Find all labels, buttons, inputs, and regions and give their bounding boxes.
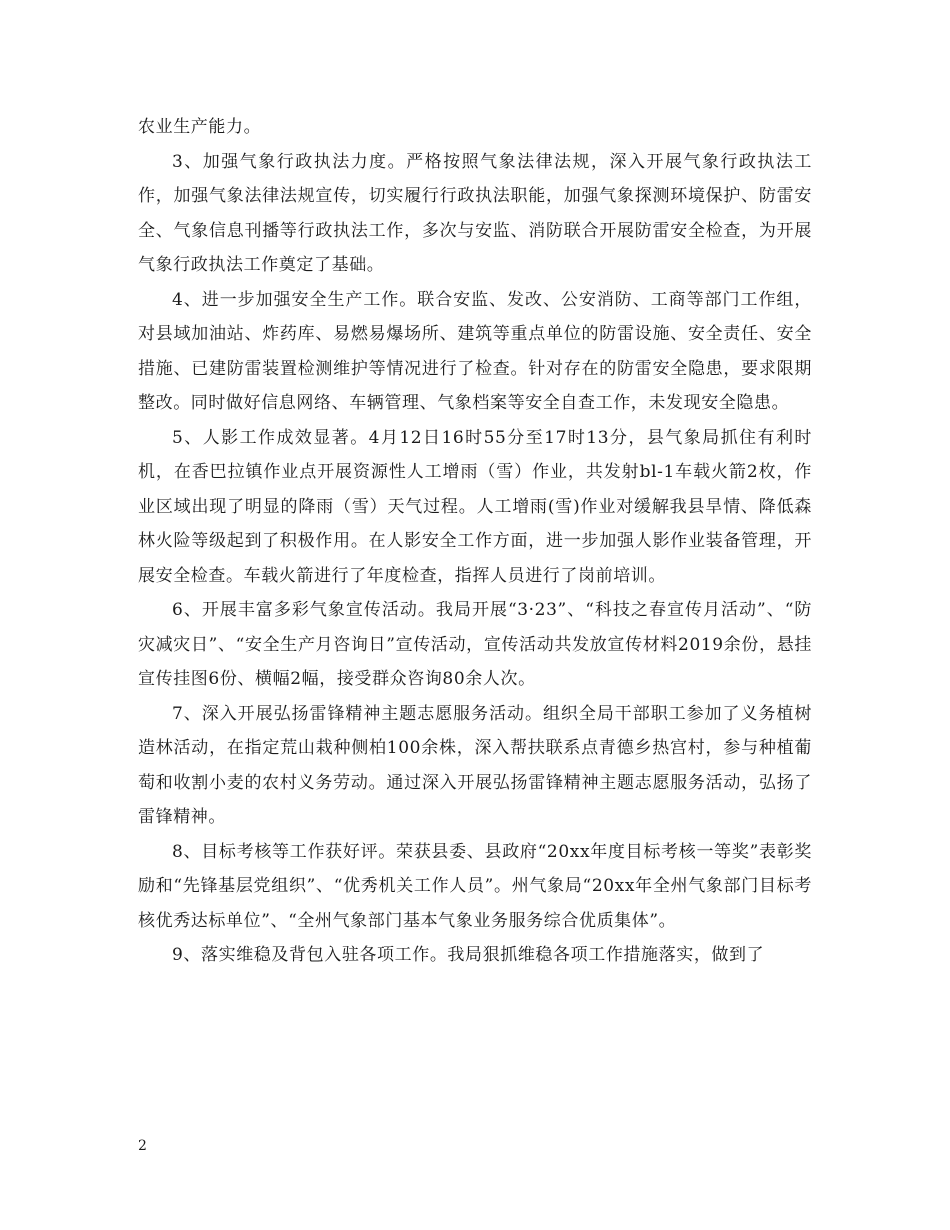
paragraph-item-3: 3、加强气象行政执法力度。严格按照气象法律法规，深入开展气象行政执法工作，加强气象法律法规宣传，切实履行行政执法职能，加强气象探测环境保护、防雷安全、气象信息刊播等行政执法工作，多次与安监、消防联合开展防雷安全检查，为开展气象行政执法工作奠定了基础。 (138, 151, 812, 275)
paragraph-item-9: 9、落实维稳及背包入驻各项工作。我局狠抓维稳各项工作措施落实，做到了 (172, 945, 765, 965)
paragraph-item-5: 5、人影工作成效显著。4月12日16时55分至17时13分，县气象局抓住有利时机，在香巴拉镇作业点开展资源性人工增雨（雪）作业，共发射bl-1车载火箭2枚，作业区域出现了明显的降雨（雪）天气过程。人工增雨(雪)作业对缓解我县旱情、降低森林火险等级起到了积极作用。在人影安全工作方面，进一步加强人影作业装备管理，开展安全检查。车载火箭进行了年度检查，指挥人员进行了岗前培训。 (138, 427, 812, 586)
document-body (138, 110, 812, 973)
page-number: 2 (138, 1138, 147, 1154)
paragraph-item-7: 7、深入开展弘扬雷锋精神主题志愿服务活动。组织全局干部职工参加了义务植树造林活动，在指定荒山栽种侧柏100余株，深入帮扶联系点青德乡热宫村，参与种植葡萄和收割小麦的农村义务劳动。通过深入开展弘扬雷锋精神主题志愿服务活动，弘扬了雷锋精神。 (138, 703, 812, 827)
paragraph-item-8: 8、目标考核等工作获好评。荣获县委、县政府“20xx年度目标考核一等奖”表彰奖励和“先锋基层党组织”、“优秀机关工作人员”。州气象局“20xx年全州气象部门目标考核优秀达标单位”、“全州气象部门基本气象业务服务综合优质集体”。 (138, 841, 812, 931)
paragraph-item-6: 6、开展丰富多彩气象宣传活动。我局开展“3·23”、“科技之春宣传月活动”、“防灾减灾日”、“安全生产月咨询日”宣传活动，宣传活动共发放宣传材料2019余份，悬挂宣传挂图6份、横幅2幅，接受群众咨询80余人次。 (138, 600, 812, 689)
paragraph: 农业生产能力。 (138, 117, 262, 137)
paragraph-item-4: 4、进一步加强安全生产工作。联合安监、发改、公安消防、工商等部门工作组，对县域加油站、炸药库、易燃易爆场所、建筑等重点单位的防雷设施、安全责任、安全措施、已建防雷装置检测维护等情况进行了检查。针对存在的防雷安全隐患，要求限期整改。同时做好信息网络、车辆管理、气象档案等安全自查工作，未发现安全隐患。 (138, 289, 812, 413)
